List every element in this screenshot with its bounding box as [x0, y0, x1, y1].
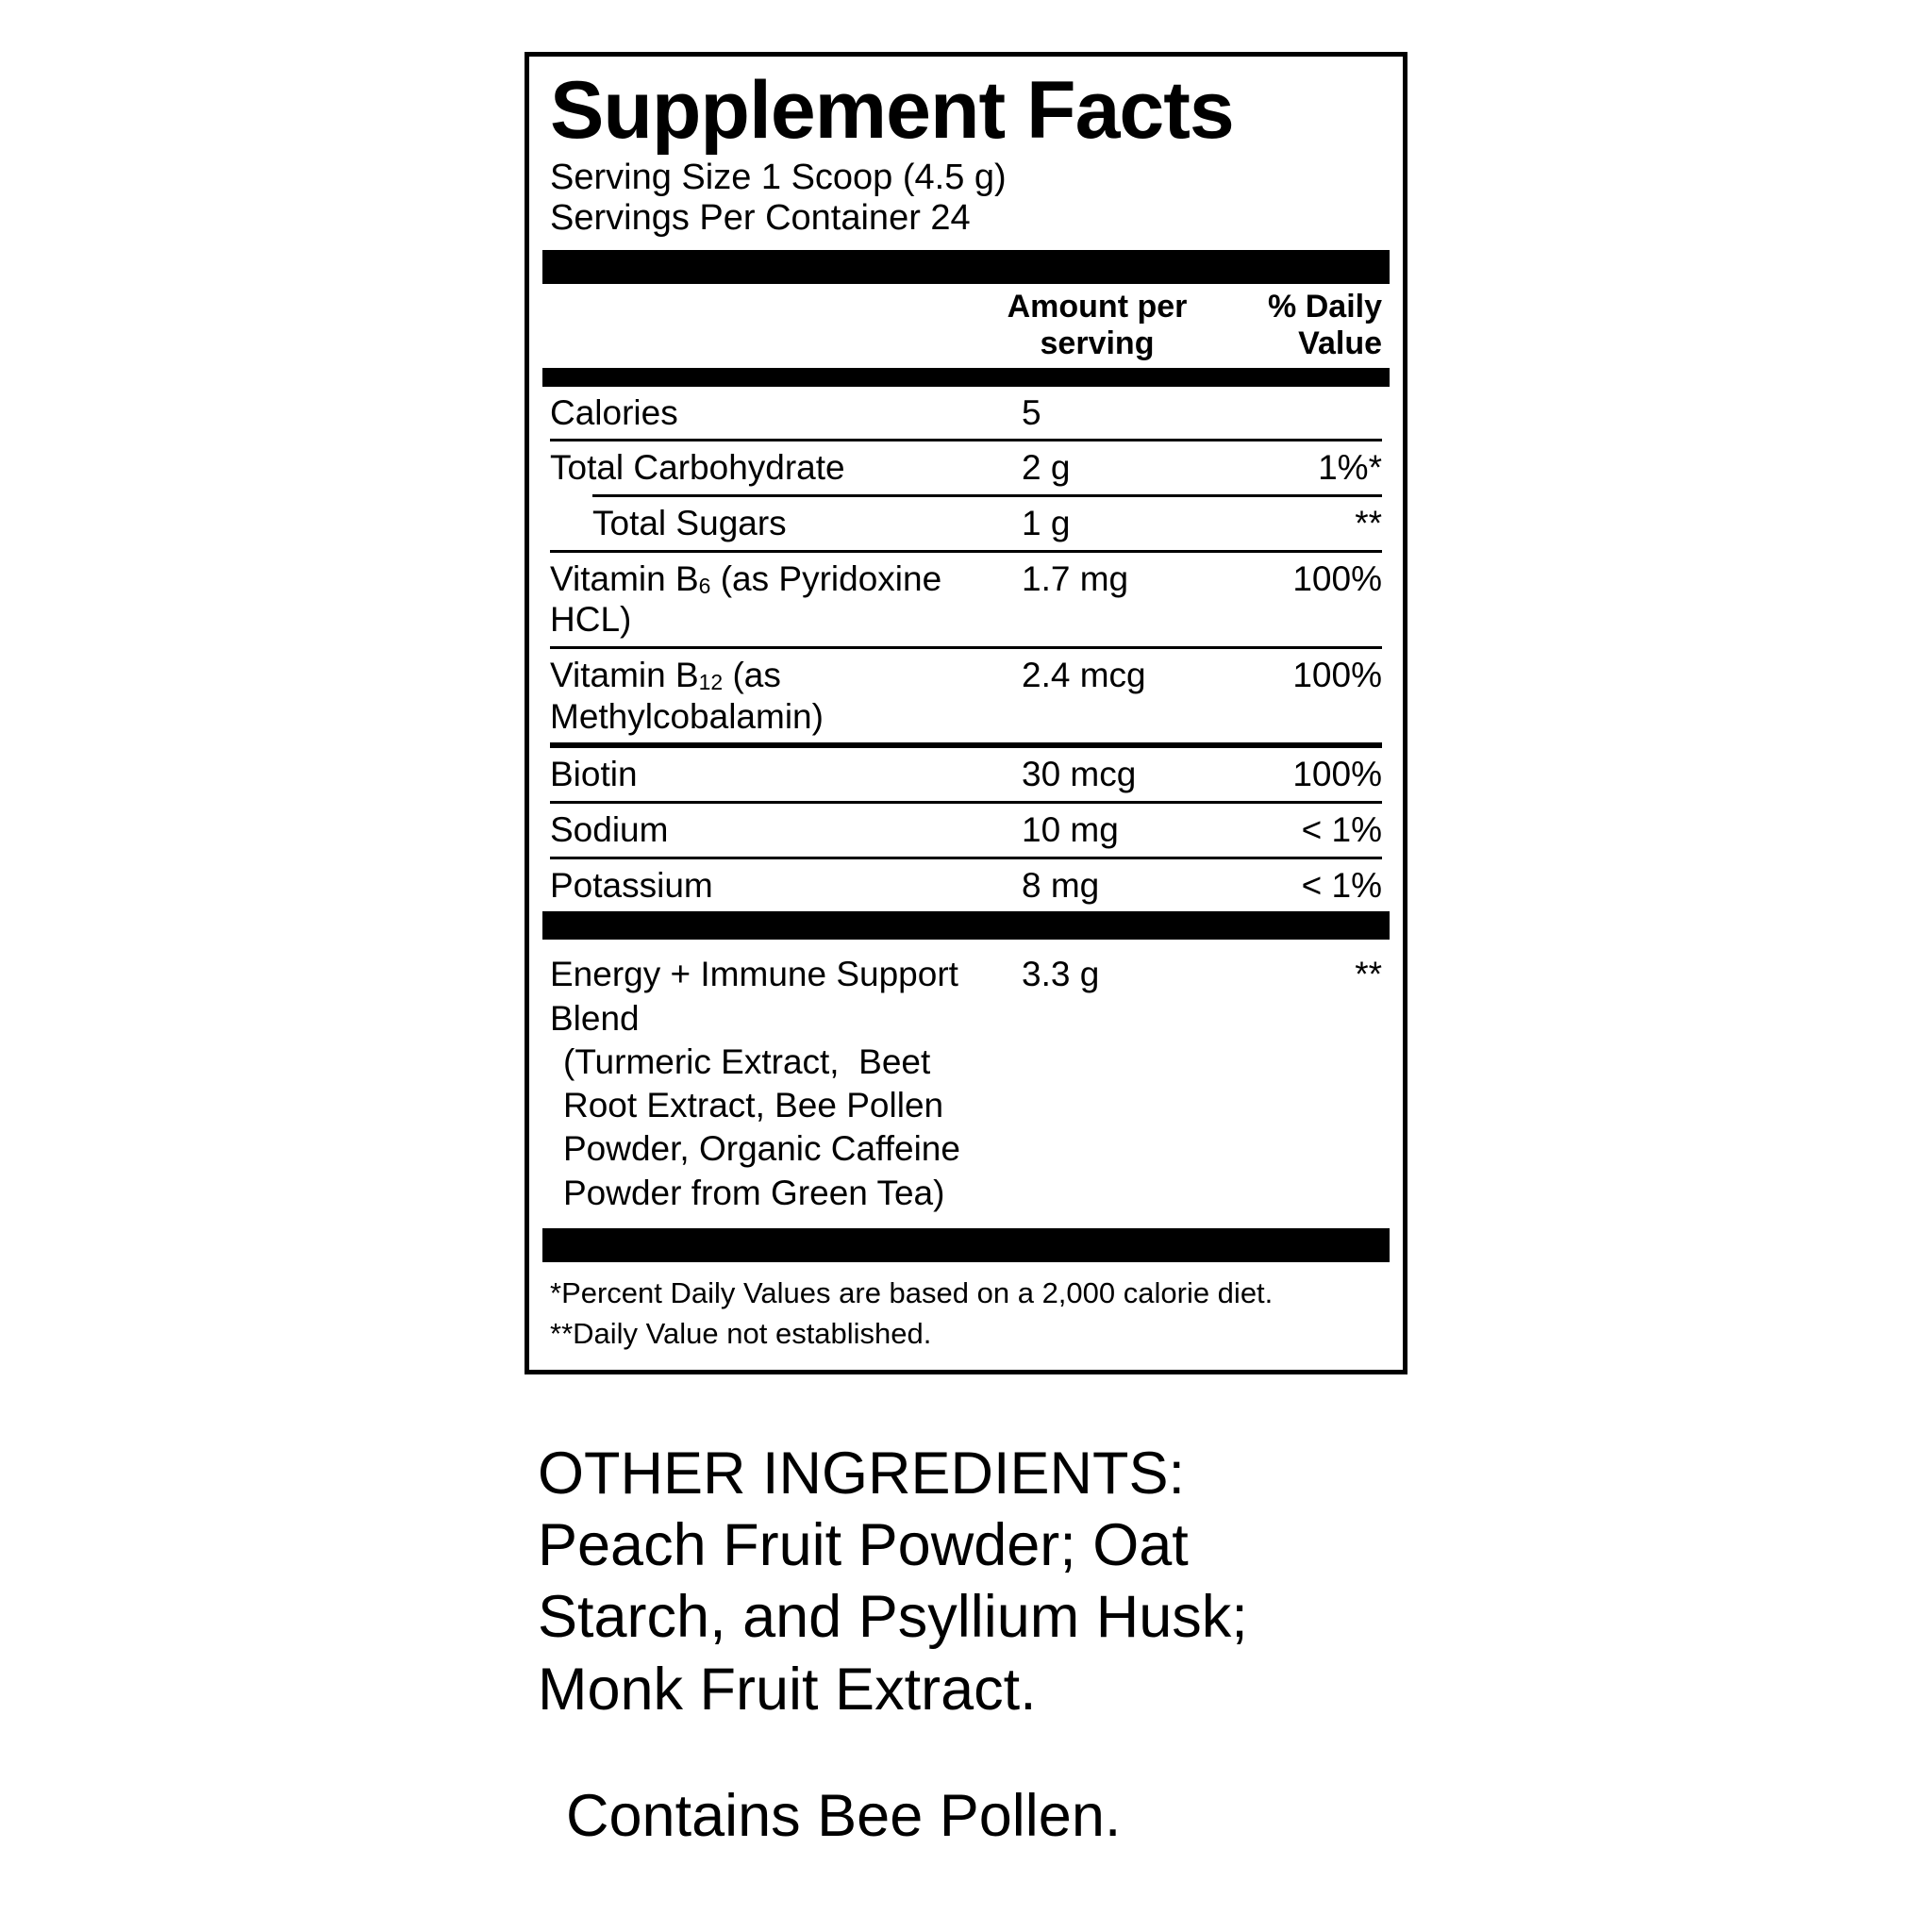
nutrient-daily-value: 100% [1292, 655, 1382, 694]
nutrient-daily-value: 100% [1292, 755, 1382, 794]
footnotes [550, 1274, 1382, 1355]
nutrient-daily-value: ** [1355, 504, 1382, 542]
supplement-facts-panel [525, 52, 1407, 1374]
footnote-percent-daily-values: *Percent Daily Values are based on a 2,000 calorie diet. [550, 1275, 1274, 1309]
nutrient-daily-value: 100% [1292, 558, 1382, 598]
nutrient-name: Total Carbohydrate [550, 448, 845, 488]
nutrient-amount: 2.4 mcg [1022, 655, 1146, 694]
subscript: 6 [698, 573, 711, 598]
subscript: 12 [698, 670, 724, 695]
servings-per-container: Servings Per Container 24 [550, 197, 971, 238]
allergen-statement: Contains Bee Pollen. [566, 1783, 1122, 1849]
blend-ingredients-line: Powder, Organic Caffeine [563, 1129, 960, 1169]
nutrient-amount: 1 g [1022, 504, 1071, 542]
nutrient-name: Vitamin B6 (as Pyridoxine HCL) [550, 558, 942, 640]
panel-title: Supplement Facts [550, 65, 1234, 156]
nutrient-amount: 5 [1022, 392, 1041, 432]
divider-bar-bottom [542, 1228, 1390, 1262]
nutrient-row-potassium [550, 857, 1382, 912]
blend-ingredients-line: Powder from Green Tea) [563, 1173, 945, 1212]
nutrient-row-total-carbohydrate [550, 439, 1382, 494]
blend-ingredients-line: Root Extract, Bee Pollen [563, 1086, 944, 1124]
nutrient-amount: 1.7 mg [1022, 558, 1129, 598]
nutrient-daily-value: 1%* [1318, 448, 1382, 488]
nutrient-name: Total Sugars [592, 504, 787, 542]
blend-amount: 3.3 g [1022, 955, 1100, 994]
nutrient-amount: 10 mg [1022, 809, 1119, 849]
nutrient-row-total-sugars [592, 494, 1382, 550]
nutrient-row-sodium [550, 801, 1382, 857]
nutrient-amount: 30 mcg [1022, 755, 1137, 794]
blend-daily-value: ** [1355, 955, 1382, 994]
blend-ingredients-line: (Turmeric Extract, Beet [563, 1041, 931, 1081]
nutrient-amount: 2 g [1022, 448, 1071, 488]
nutrient-row-calories [550, 387, 1382, 440]
nutrient-name: Calories [550, 392, 678, 432]
nutrient-name: Sodium [550, 809, 669, 849]
footnote-daily-value-not-established: **Daily Value not established. [550, 1316, 932, 1350]
nutrient-daily-value: < 1% [1301, 809, 1382, 849]
column-header-daily-value: % Daily Value [1268, 288, 1382, 361]
column-header-row [550, 284, 1382, 368]
blend-name: Energy + Immune Support Blend [550, 955, 958, 1038]
divider-bar-top [542, 250, 1390, 284]
serving-size: Serving Size 1 Scoop (4.5 g) [550, 158, 1007, 198]
other-ingredients-text: OTHER INGREDIENTS: Peach Fruit Powder; Oat Starch, and Psyllium Husk; Monk Fruit Extract. [538, 1441, 1248, 1723]
blend-name-block [550, 953, 1022, 1215]
nutrient-daily-value: < 1% [1301, 865, 1382, 905]
nutrient-name: Biotin [550, 755, 638, 794]
nutrient-name: Vitamin B12 (as Methylcobalamin) [550, 655, 824, 736]
nutrient-row-vitamin-b6 [550, 550, 1382, 646]
divider-bar-header [542, 368, 1390, 387]
serving-info [550, 158, 1382, 238]
divider-bar-blend-top [542, 911, 1390, 940]
nutrient-name: Potassium [550, 865, 713, 905]
nutrient-row-biotin [550, 742, 1382, 801]
nutrient-amount: 8 mg [1022, 865, 1100, 905]
blend-row [550, 940, 1382, 1228]
nutrient-row-vitamin-b12 [550, 646, 1382, 742]
column-header-amount: Amount per serving [1007, 288, 1188, 361]
